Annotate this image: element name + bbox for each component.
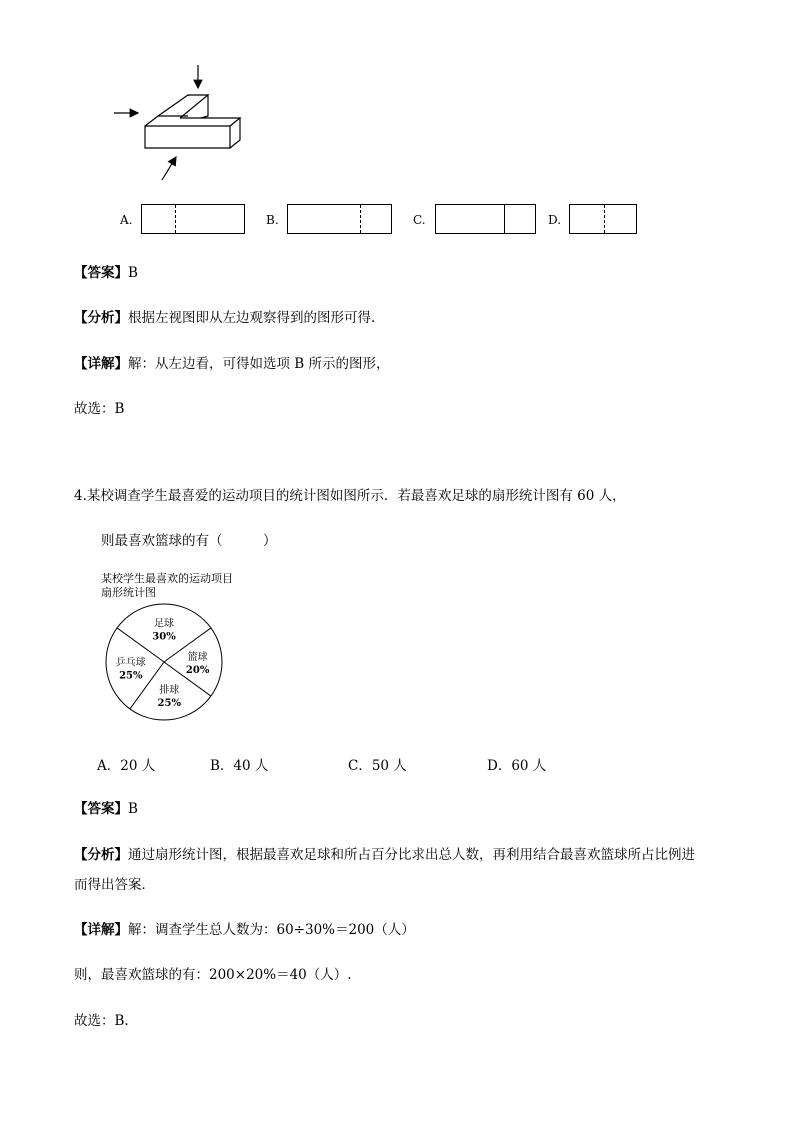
option-label: B.: [266, 213, 279, 227]
answer-value: B: [128, 801, 138, 817]
option-label: A.: [120, 213, 133, 227]
pie-slice-name: 排球: [159, 685, 180, 697]
pie-slice-name: 篮球: [187, 652, 208, 663]
option-a-shape: [141, 204, 245, 234]
pie-slice-percent: 20%: [185, 665, 210, 676]
option-d-shape: [569, 204, 637, 234]
q4-stem-line2: 则最喜欢篮球的有（ ）: [101, 533, 277, 549]
pie-slice-name: 乒乓球: [115, 657, 146, 669]
analysis-tag: 【分析】: [74, 310, 128, 326]
pie-slice-name: 足球: [154, 618, 174, 630]
q3-answer: [74, 261, 138, 281]
q4-analysis-line2: 而得出答案．: [74, 877, 155, 893]
q4-conclusion: 故选：B.: [74, 1013, 129, 1029]
answer-tag: 【答案】: [74, 265, 128, 281]
q3-detail: [74, 352, 390, 372]
chart-title: [101, 572, 233, 600]
chart-title-line2: 扇形统计图: [101, 586, 156, 599]
option-b-shape: [287, 204, 392, 234]
q4-option-b[interactable]: B．40 人: [210, 758, 269, 774]
q3-conclusion: 故选：B: [74, 401, 125, 417]
q4-analysis-line1: [74, 843, 695, 863]
pie-slice-percent: 25%: [119, 670, 143, 682]
pie-chart: [100, 600, 230, 725]
q4-detail: [74, 918, 415, 938]
answer-tag: 【答案】: [74, 801, 128, 817]
q4-detail2: 则，最喜欢篮球的有：200×20%＝40（人）.: [74, 967, 352, 983]
arm: [158, 95, 208, 118]
q4-option-a[interactable]: A．20 人: [97, 758, 156, 774]
q3-analysis: [74, 306, 375, 326]
front-arrow: [162, 157, 176, 180]
chart-title-line1: 某校学生最喜欢的运动项目: [101, 572, 233, 585]
q4-option-d[interactable]: D．60 人: [487, 758, 547, 774]
detail-text: 解：从左边看，可得如选项 B 所示的图形，: [128, 356, 390, 372]
analysis-tag: 【分析】: [74, 847, 128, 863]
option-c-shape: [435, 204, 536, 234]
q4-option-c[interactable]: C．50 人: [348, 758, 407, 774]
pie-slice-percent: 25%: [157, 698, 181, 710]
option-label: C.: [413, 213, 426, 227]
q4-stem-line1: 4.某校调查学生最喜爱的运动项目的统计图如图所示．若最喜欢足球的扇形统计图有 60 人，: [74, 488, 626, 504]
detail-text: 解：调查学生总人数为：60÷30%＝200（人）: [128, 922, 415, 938]
option-label: D.: [548, 213, 562, 227]
q4-answer: [74, 797, 138, 817]
l-shape-solid-figure: [100, 60, 260, 190]
answer-value: B: [128, 265, 138, 281]
analysis-text: 通过扇形统计图，根据最喜欢足球和所占百分比求出总人数，再利用结合最喜欢篮球所占比例进: [128, 847, 695, 863]
front-face: [145, 126, 230, 148]
detail-tag: 【详解】: [74, 922, 128, 938]
detail-tag: 【详解】: [74, 356, 128, 372]
analysis-text: 根据左视图即从左边观察得到的图形可得.: [128, 310, 376, 326]
pie-slice-percent: 30%: [152, 631, 176, 643]
